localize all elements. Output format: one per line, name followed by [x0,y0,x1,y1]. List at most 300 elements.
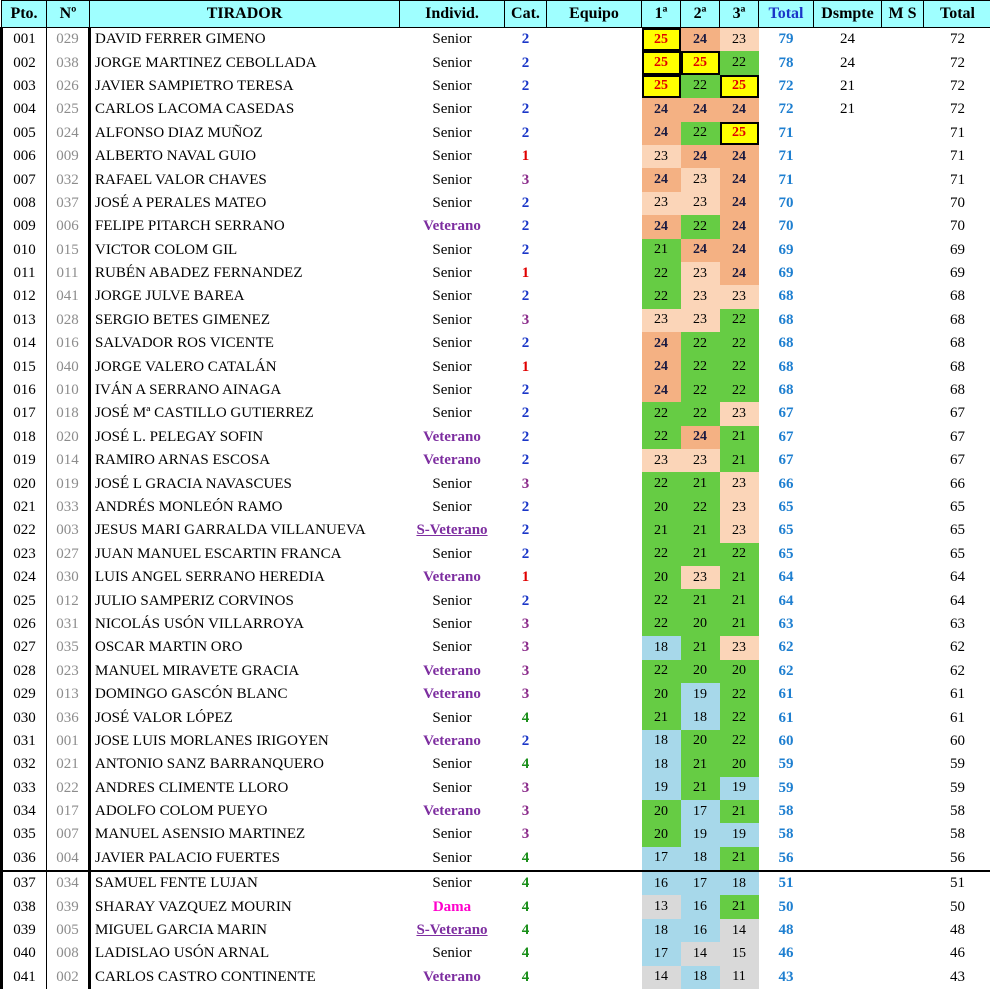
ms-cell [882,239,924,262]
table-row[interactable] [2,966,990,989]
total-cell: 65 [778,545,794,562]
score-3-cell: 19 [720,823,759,846]
total-cell: 48 [778,922,794,939]
col-header-individ[interactable]: Individ. [400,1,505,28]
table-row[interactable] [2,402,990,425]
table-row[interactable] [2,942,990,965]
ms-cell [882,402,924,425]
number-cell: 014 [47,449,90,472]
table-row[interactable] [2,215,990,238]
score-1-cell: 21 [642,706,681,729]
table-row[interactable] [2,192,990,215]
score-1-cell: 20 [642,823,681,846]
score-3-cell: 24 [720,168,759,191]
individual-class-cell: Senior [432,311,472,328]
score-1-cell: 22 [642,285,681,308]
team-cell [547,472,642,495]
score-2-cell: 21 [681,472,720,495]
total-cell: 68 [778,358,794,375]
number-cell: 027 [47,543,90,566]
team-cell [547,730,642,753]
score-3-cell: 21 [720,613,759,636]
table-row[interactable] [2,98,990,121]
team-cell [547,122,642,145]
score-3-cell: 22 [720,309,759,332]
team-cell [547,660,642,683]
score-1-cell: 14 [642,966,681,989]
total-cell: 70 [778,218,794,235]
score-2-cell: 23 [681,262,720,285]
team-cell [547,98,642,121]
category-cell: 4 [505,871,547,895]
number-cell: 031 [47,613,90,636]
score-1-cell: 22 [642,660,681,683]
tiebreak-cell [814,777,882,800]
number-cell: 041 [47,285,90,308]
number-cell: 030 [47,566,90,589]
shooter-name-cell: ALBERTO NAVAL GUIO [95,148,257,165]
table-row[interactable] [2,683,990,706]
number-cell: 007 [47,823,90,846]
total-cell: 79 [778,31,794,48]
ms-cell [882,98,924,121]
shooter-name-cell: JOSÉ VALOR LÓPEZ [95,709,233,726]
col-header-pto[interactable]: Pto. [2,1,47,28]
number-cell: 026 [47,75,90,98]
ms-cell [882,168,924,191]
table-row[interactable] [2,589,990,612]
shooter-name-cell: RAFAEL VALOR CHAVES [95,171,267,188]
team-cell [547,753,642,776]
score-3-cell: 23 [720,472,759,495]
category-cell: 2 [521,545,530,562]
tiebreak-cell [814,309,882,332]
number-cell: 011 [47,262,90,285]
number-cell: 025 [47,98,90,121]
col-header-s2[interactable]: 2ª [681,1,720,28]
position-cell: 018 [2,426,47,449]
number-cell: 003 [47,519,90,542]
category-cell: 2 [521,499,530,515]
shooter-name-cell: OSCAR MARTIN ORO [95,639,243,656]
individual-class-cell: Senior [432,475,472,492]
score-1-cell: 23 [642,309,681,332]
score-1-cell: 19 [642,777,681,800]
table-row[interactable] [2,309,990,332]
tiebreak-cell [814,379,882,402]
final-total-cell: 62 [950,662,965,679]
tiebreak-cell [814,122,882,145]
score-1-cell: 18 [642,919,681,942]
position-cell: 020 [2,472,47,495]
number-cell: 002 [47,966,90,989]
total-cell: 61 [778,686,794,703]
col-header-dsmpte[interactable]: Dsmpte [814,1,882,28]
tiebreak-cell [814,332,882,355]
total-cell: 60 [778,732,794,749]
score-2-cell: 21 [681,753,720,776]
col-header-ms[interactable]: M S [882,1,924,28]
score-3-cell: 21 [720,566,759,589]
col-header-s3[interactable]: 3ª [720,1,759,28]
total-cell: 67 [778,405,794,422]
table-row[interactable] [2,753,990,776]
ms-cell [882,589,924,612]
team-cell [547,847,642,871]
total-cell: 46 [778,945,794,962]
score-1-cell: 24 [642,332,681,355]
score-2-cell: 24 [681,239,720,262]
position-cell: 040 [2,942,47,965]
col-header-cat[interactable]: Cat. [505,1,547,28]
ms-cell [882,519,924,542]
individual-class-cell: Senior [432,709,472,726]
table-row[interactable] [2,871,990,895]
number-cell: 028 [47,309,90,332]
score-1-cell: 21 [642,519,681,542]
tiebreak-cell: 21 [840,77,855,94]
table-row[interactable] [2,426,990,449]
team-cell [547,589,642,612]
ms-cell [882,192,924,215]
individual-class-cell: Veterano [423,686,481,703]
team-cell [547,706,642,729]
number-cell: 039 [47,895,90,918]
position-cell: 010 [2,239,47,262]
tiebreak-cell [814,472,882,495]
position-cell: 026 [2,613,47,636]
score-2-cell: 21 [681,519,720,542]
shooter-name-cell: JORGE MARTINEZ CEBOLLADA [95,54,317,71]
ms-cell [882,730,924,753]
position-cell: 031 [2,730,47,753]
position-cell: 003 [2,75,47,98]
tiebreak-cell [814,730,882,753]
col-header-tirador[interactable]: TIRADOR [90,1,400,28]
shooter-name-cell: JOSÉ A PERALES MATEO [95,194,267,211]
score-2-cell: 21 [681,636,720,659]
final-total-cell: 56 [950,849,965,866]
final-total-cell: 68 [950,288,965,305]
category-cell: 3 [521,826,530,843]
team-cell [547,683,642,706]
category-cell: 2 [521,288,530,305]
score-1-cell: 23 [642,145,681,168]
number-cell: 018 [47,402,90,425]
tiebreak-cell [814,706,882,729]
category-cell: 4 [521,849,530,866]
team-cell [547,800,642,823]
table-row[interactable] [2,122,990,145]
table-row[interactable] [2,449,990,472]
individual-class-cell: Senior [432,31,472,48]
table-row[interactable] [2,895,990,918]
ms-cell [882,122,924,145]
ms-cell [882,566,924,589]
score-3-cell: 21 [720,800,759,823]
category-cell: 4 [521,968,530,985]
score-2-cell: 22 [681,75,720,98]
category-cell: 2 [521,522,530,539]
score-3-cell: 22 [720,683,759,706]
score-1-cell: 23 [642,192,681,215]
team-cell [547,823,642,846]
number-cell: 006 [47,215,90,238]
shooter-name-cell: FELIPE PITARCH SERRANO [95,218,285,235]
team-cell [547,168,642,191]
position-cell: 027 [2,636,47,659]
team-cell [547,309,642,332]
table-row[interactable] [2,823,990,846]
table-row[interactable] [2,28,990,52]
col-header-total[interactable]: Total [759,1,814,28]
team-cell [547,496,642,519]
table-row[interactable] [2,51,990,74]
final-total-cell: 69 [950,241,965,258]
individual-class-cell: Veterano [423,803,481,820]
shooter-name-cell: JESUS MARI GARRALDA VILLANUEVA [95,522,366,539]
total-cell: 67 [778,428,794,445]
score-2-cell: 22 [681,355,720,378]
score-2-cell: 18 [681,706,720,729]
table-row[interactable] [2,636,990,659]
tiebreak-cell [814,496,882,519]
score-3-cell: 21 [720,589,759,612]
category-cell: 2 [521,335,530,352]
team-cell [547,519,642,542]
score-2-cell: 21 [681,777,720,800]
shooter-name-cell: JORGE VALERO CATALÁN [95,358,277,375]
number-cell: 012 [47,589,90,612]
total-cell: 50 [778,898,794,915]
col-header-final-total[interactable]: Total [924,1,990,28]
number-cell: 020 [47,426,90,449]
position-cell: 011 [2,262,47,285]
final-total-cell: 68 [950,311,965,328]
total-cell: 61 [778,709,794,726]
tiebreak-cell [814,239,882,262]
score-3-cell: 19 [720,777,759,800]
number-cell: 032 [47,168,90,191]
team-cell [547,402,642,425]
table-row[interactable] [2,496,990,519]
table-row[interactable] [2,800,990,823]
table-row[interactable] [2,145,990,168]
ms-cell [882,966,924,989]
col-header-num[interactable]: Nº [47,1,90,28]
shooter-name-cell: SAMUEL FENTE LUJAN [90,871,400,895]
tiebreak-cell [814,589,882,612]
position-cell: 008 [2,192,47,215]
table-row[interactable] [2,566,990,589]
score-2-cell: 25 [681,51,720,74]
score-1-cell: 22 [642,613,681,636]
ms-cell [882,309,924,332]
position-cell: 037 [2,871,47,895]
shooter-name-cell: NICOLÁS USÓN VILLARROYA [95,615,304,632]
total-cell: 70 [778,194,794,211]
total-cell: 68 [778,311,794,328]
position-cell: 035 [2,823,47,846]
category-cell: 2 [521,592,530,609]
total-cell: 68 [778,382,794,399]
number-cell: 034 [47,871,90,895]
table-row[interactable] [2,543,990,566]
score-2-cell: 23 [681,285,720,308]
score-2-cell: 14 [681,942,720,965]
position-cell: 012 [2,285,47,308]
ms-cell [882,379,924,402]
individual-class-cell: Senior [432,499,472,515]
score-3-cell: 25 [720,122,759,145]
total-cell: 62 [778,662,794,679]
tiebreak-cell [814,192,882,215]
individual-class-cell: Senior [432,101,472,118]
ms-cell [882,800,924,823]
position-cell: 019 [2,449,47,472]
table-row[interactable] [2,919,990,942]
team-cell [547,262,642,285]
team-cell [547,426,642,449]
score-3-cell: 24 [720,262,759,285]
final-total-cell: 71 [950,148,965,165]
position-cell: 028 [2,660,47,683]
score-3-cell: 20 [720,660,759,683]
table-row[interactable] [2,660,990,683]
table-row[interactable] [2,379,990,402]
table-row[interactable] [2,777,990,800]
score-2-cell: 20 [681,730,720,753]
col-header-equipo[interactable]: Equipo [547,1,642,28]
shooter-name-cell: JORGE JULVE BAREA [95,288,245,305]
team-cell [547,942,642,965]
total-cell: 72 [778,77,794,94]
ms-cell [882,215,924,238]
score-3-cell: 22 [720,355,759,378]
score-2-cell: 24 [681,145,720,168]
total-cell: 66 [778,475,794,492]
total-cell: 71 [778,171,794,188]
category-cell: 3 [521,615,530,632]
total-cell: 58 [778,826,794,843]
score-2-cell: 22 [681,402,720,425]
total-cell: 56 [778,849,794,866]
score-1-cell: 23 [642,449,681,472]
score-1-cell: 18 [642,753,681,776]
table-row[interactable] [2,332,990,355]
final-total-cell: 43 [950,968,965,985]
table-row[interactable] [2,262,990,285]
category-cell: 4 [521,709,530,726]
team-cell [547,966,642,989]
number-cell: 015 [47,239,90,262]
score-1-cell: 20 [642,496,681,519]
number-cell: 019 [47,472,90,495]
position-cell: 005 [2,122,47,145]
category-cell: 3 [521,311,530,328]
individual-class-cell: Senior [432,405,472,422]
table-row[interactable] [2,472,990,495]
final-total-cell: 61 [950,686,965,703]
score-2-cell: 19 [681,683,720,706]
ms-cell [882,472,924,495]
table-row[interactable] [2,706,990,729]
table-row[interactable] [2,285,990,308]
score-3-cell: 25 [720,75,759,98]
table-row[interactable] [2,355,990,378]
table-row[interactable] [2,847,990,871]
team-cell [547,239,642,262]
score-3-cell: 22 [720,706,759,729]
table-row[interactable] [2,239,990,262]
score-2-cell: 16 [681,895,720,918]
team-cell [547,379,642,402]
shooter-name-cell: LADISLAO USÓN ARNAL [95,945,270,962]
position-cell: 017 [2,402,47,425]
position-cell: 039 [2,919,47,942]
position-cell: 036 [2,847,47,871]
ms-cell [882,262,924,285]
col-header-s1[interactable]: 1ª [642,1,681,28]
tiebreak-cell [814,919,882,942]
tiebreak-cell [814,636,882,659]
tiebreak-cell [814,871,882,895]
category-cell: 3 [521,779,530,796]
table-row[interactable] [2,168,990,191]
individual-class-cell: Senior [432,148,472,165]
table-row[interactable] [2,613,990,636]
table-row[interactable] [2,519,990,542]
individual-class-cell: Senior [432,615,472,632]
tiebreak-cell [814,942,882,965]
final-total-cell: 68 [950,335,965,352]
final-total-cell: 65 [950,545,965,562]
shooter-name-cell: DAVID FERRER GIMENO [95,31,266,48]
category-cell: 3 [521,803,530,820]
score-3-cell: 24 [720,239,759,262]
total-cell: 58 [778,803,794,820]
position-cell: 041 [2,966,47,989]
tiebreak-cell [814,543,882,566]
total-cell: 69 [778,241,794,258]
final-total-cell: 64 [950,592,965,609]
category-cell: 4 [521,898,530,915]
score-2-cell: 22 [681,332,720,355]
total-cell: 68 [778,288,794,305]
individual-class-cell: Senior [400,871,505,895]
number-cell: 021 [47,753,90,776]
total-cell: 64 [778,569,794,586]
table-row[interactable] [2,75,990,98]
category-cell: 2 [521,194,530,211]
score-1-cell: 25 [642,51,681,74]
team-cell [547,919,642,942]
score-2-cell: 21 [681,543,720,566]
number-cell: 013 [47,683,90,706]
tiebreak-cell [814,800,882,823]
category-cell: 2 [521,452,530,469]
score-1-cell: 20 [642,566,681,589]
category-cell: 2 [521,101,530,118]
score-3-cell: 24 [720,98,759,121]
table-row[interactable] [2,730,990,753]
score-2-cell: 23 [681,449,720,472]
final-total-cell: 65 [950,522,965,539]
position-cell: 009 [2,215,47,238]
shooter-name-cell: SHARAY VAZQUEZ MOURIN [95,898,292,915]
position-cell: 013 [2,309,47,332]
position-cell: 029 [2,683,47,706]
